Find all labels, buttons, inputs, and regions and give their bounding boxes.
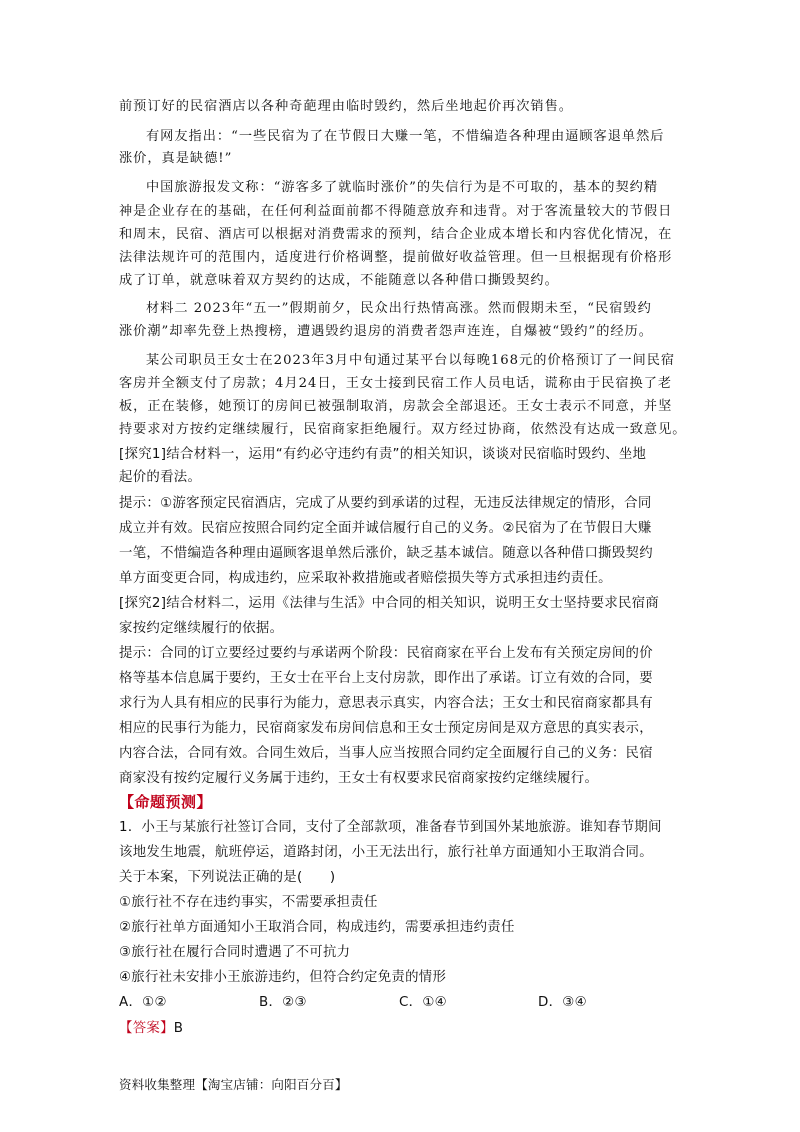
statement-3: ③旅行社在履行合同时遭遇了不可抗力 bbox=[119, 945, 351, 960]
question-line: 1．小王与某旅行社签订合同，支付了全部款项，准备春节到国外某地旅游。谁知春节期间 bbox=[119, 820, 662, 835]
hint2-line: 格等基本信息属于要约，王女士在平台上支付房款，即作出了承诺。订立有效的合同，要 bbox=[119, 671, 653, 686]
question-line: 关于本案，下列说法正确的是( ) bbox=[119, 870, 336, 885]
explore1-line: [探究1]结合材料一，运用“有约必守违约有责”的相关知识，谈谈对民宿临时毁约、坐地 bbox=[119, 447, 647, 462]
material-line: 板，正在装修，她预订的房间已被强制取消，房款会全部退还。王女士表示不同意，并坚 bbox=[119, 399, 673, 414]
answer-line bbox=[119, 1019, 689, 1039]
material-line: 法律法规许可的范围内，适度进行价格调整，提前做好收益管理。但一旦根据现有价格形 bbox=[119, 250, 673, 265]
answer-tag: 【答案】 bbox=[119, 1021, 174, 1036]
material-line: 前预订好的民宿酒店以各种奇葩理由临时毁约，然后坐地起价再次销售。 bbox=[119, 99, 573, 114]
explore2-line: 家按约定继续履行的依据。 bbox=[119, 621, 284, 636]
hint2-line: 求行为人具有相应的民事行为能力，意思表示真实，内容合法；王女士和民宿商家都具有 bbox=[119, 696, 653, 711]
material-line: 材料二 2023年“五一”假期前夕，民众出行热情高涨。然而假期未至，“民宿毁约 bbox=[146, 301, 652, 316]
hint2-line: 内容合法，合同有效。合同生效后，当事人应当按照合同约定全面履行自己的义务：民宿 bbox=[119, 746, 653, 761]
statement-4: ④旅行社未安排小王旅游违约，但符合约定免责的情形 bbox=[119, 970, 447, 985]
material-line: 成了订单，就意味着双方契约的达成，不能随意以各种借口撕毁契约。 bbox=[119, 273, 559, 288]
material-line: 和周末，民宿、酒店可以根据对消费需求的预判，结合企业成本增长和内容优化情况，在 bbox=[119, 227, 673, 242]
prediction-header: 【命题预测】 bbox=[119, 793, 213, 811]
choice-a: A．①② bbox=[119, 995, 167, 1010]
hint1-line: 提示：①游客预定民宿酒店，完成了从要约到承诺的过程，无违反法律规定的情形，合同 bbox=[119, 496, 652, 511]
material-line: 中国旅游报发文称：“游客多了就临时涨价”的失信行为是不可取的，基本的契约精 bbox=[146, 180, 659, 195]
hint2-line: 相应的民事行为能力，民宿商家发布房间信息和王女士预定房间是双方意思的真实表示， bbox=[119, 721, 653, 736]
explore2-line: [探究2]结合材料二，运用《法律与生活》中合同的相关知识，说明王女士坚持要求民宿商 bbox=[119, 596, 660, 611]
material-line: 涨价，真是缺德!” bbox=[119, 151, 233, 166]
choice-b: B．②③ bbox=[259, 995, 307, 1010]
hint1-line: 一笔，不惜编造各种理由逼顾客退单然后涨价，缺乏基本诚信。随意以各种借口撕毁契约 bbox=[119, 546, 653, 561]
explore1-line: 起价的看法。 bbox=[119, 470, 202, 485]
statement-2: ②旅行社单方面通知小王取消合同，构成违约，需要承担违约责任 bbox=[119, 920, 515, 935]
question-line: 该地发生地震，航班停运，道路封闭，小王无法出行，旅行社单方面通知小王取消合同。 bbox=[119, 845, 653, 860]
answer-value: B bbox=[173, 1021, 184, 1036]
material-line: 涨价潮”却率先登上热搜榜，遭遇毁约退房的消费者怨声连连，自爆被“毁约”的经历。 bbox=[119, 324, 653, 339]
material-line: 某公司职员王女士在2023年3月中旬通过某平台以每晚168元的价格预订了一间民宿 bbox=[146, 353, 676, 368]
choices-row bbox=[119, 993, 689, 1013]
hint2-line: 商家没有按约定履行义务属于违约，王女士有权要求民宿商家按约定继续履行。 bbox=[119, 771, 599, 786]
statement-1: ①旅行社不存在违约事实，不需要承担责任 bbox=[119, 895, 378, 910]
hint2-line: 提示：合同的订立要经过要约与承诺两个阶段：民宿商家在平台上发布有关预定房间的价 bbox=[119, 646, 653, 661]
material-line: 持要求对方按约定继续履行，民宿商家拒绝履行。双方经过协商，依然没有达成一致意见。 bbox=[119, 422, 687, 437]
hint1-line: 成立并有效。民宿应按照合同约定全面并诚信履行自己的义务。②民宿为了在节假日大赚 bbox=[119, 521, 652, 536]
material-line: 有网友指出：“一些民宿为了在节假日大赚一笔，不惜编造各种理由逼顾客退单然后 bbox=[146, 129, 665, 144]
footer-source: 资料收集整理【淘宝店铺：向阳百分百】 bbox=[119, 1077, 348, 1092]
choice-c: C．①④ bbox=[399, 995, 447, 1010]
material-line: 客房并全额支付了房款；4月24日，王女士接到民宿工作人员电话，谎称由于民宿换了老 bbox=[119, 376, 673, 391]
choice-d: D．③④ bbox=[538, 995, 587, 1010]
material-line: 神是企业存在的基础，在任何利益面前都不得随意放弃和违背。对于客流量较大的节假日 bbox=[119, 204, 673, 219]
hint1-line: 单方面变更合同，构成违约，应采取补救措施或者赔偿损失等方式承担违约责任。 bbox=[119, 571, 612, 586]
